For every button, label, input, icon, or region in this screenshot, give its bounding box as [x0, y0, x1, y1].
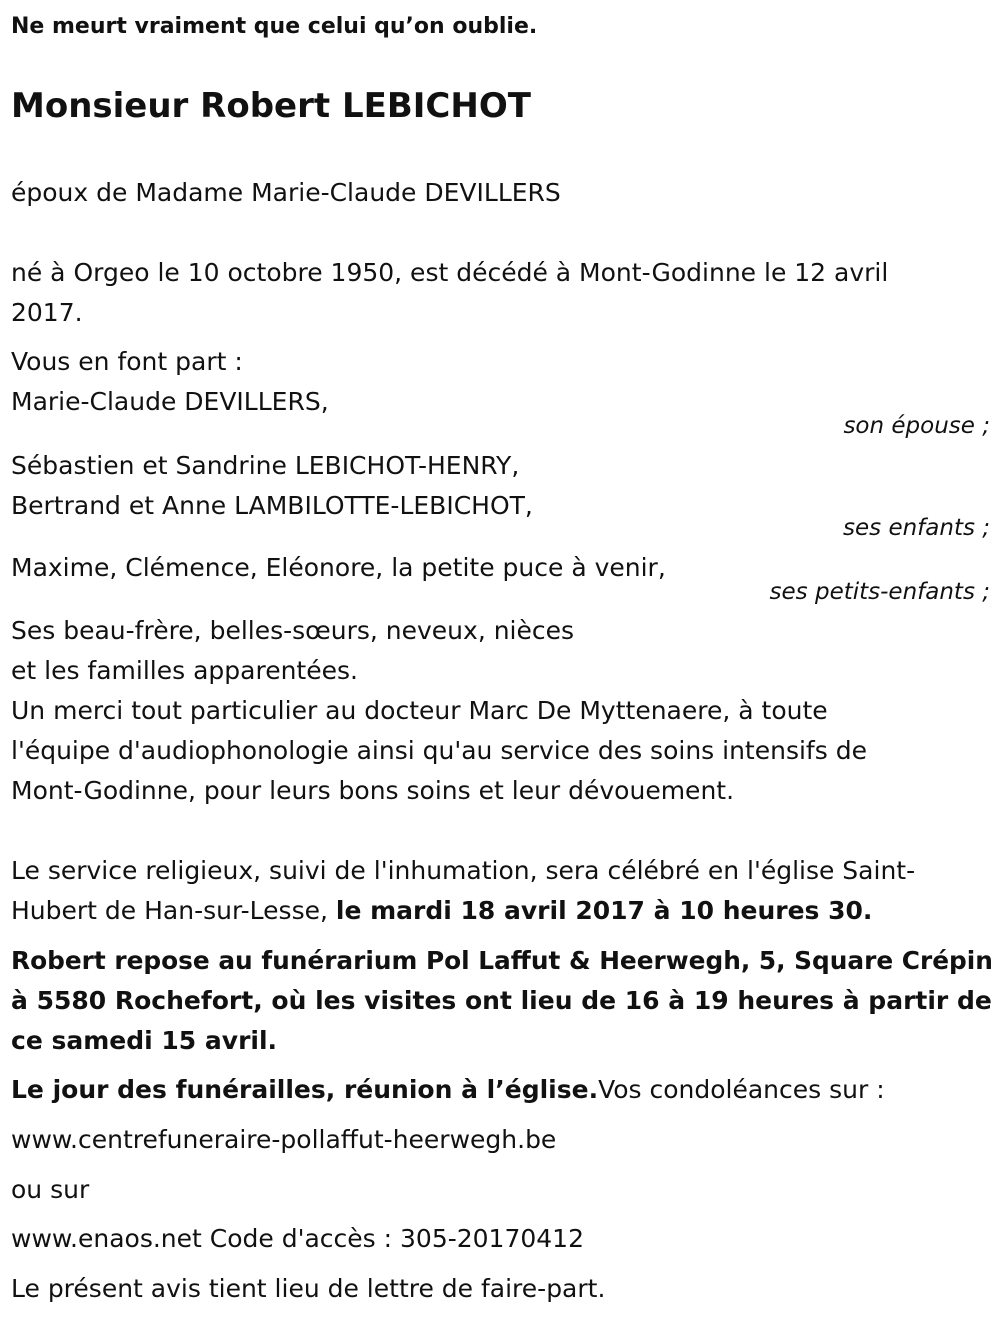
announce-intro: Vous en font part : — [11, 347, 243, 376]
child-line-2: Bertrand et Anne LAMBILOTTE-LEBICHOT, — [11, 491, 533, 520]
funeral-line — [11, 1070, 885, 1110]
thanks-line-1: Un merci tout particulier au docteur Marc De Myttenaere, à toute — [11, 696, 828, 725]
spouse-name: Marie-Claude DEVILLERS, — [11, 387, 329, 416]
service-place: Hubert de Han-sur-Lesse, — [11, 896, 336, 925]
service-line-1: Le service religieux, suivi de l'inhumation, sera célébré en l'église Saint- — [11, 856, 916, 885]
or-on-label: ou sur — [11, 1175, 90, 1204]
rest-line-3: ce samedi 15 avril. — [11, 1026, 278, 1055]
rest-line-2: à 5580 Rochefort, où les visites ont lieu de 16 à 19 heures à partir de — [11, 986, 992, 1015]
footer-note: Le présent avis tient lieu de lettre de faire-part. — [11, 1274, 606, 1303]
funeral-meeting: Le jour des funérailles, réunion à l’église. — [11, 1075, 599, 1104]
website-link-1[interactable]: www.centrefuneraire-pollaffut-heerwegh.be — [11, 1125, 557, 1154]
child-line-1: Sébastien et Sandrine LEBICHOT-HENRY, — [11, 451, 520, 480]
birth-death-line-2: 2017. — [11, 298, 83, 327]
family-line-1: Ses beau-frère, belles-sœurs, neveux, nièces — [11, 616, 575, 645]
website-link-2[interactable]: www.enaos.net Code d'accès : 305-20170412 — [11, 1224, 584, 1253]
condolences-label: Vos condoléances sur : — [598, 1075, 885, 1104]
spouse-line: époux de Madame Marie-Claude DEVILLERS — [11, 178, 561, 207]
deceased-name: Monsieur Robert LEBICHOT — [11, 86, 531, 126]
spouse-role: son épouse ; — [843, 413, 990, 439]
grandchildren-role: ses petits-enfants ; — [769, 579, 990, 605]
rest-line-1: Robert repose au funérarium Pol Laffut & Heerwegh, 5, Square Crépin — [11, 946, 993, 975]
birth-death-line-1: né à Orgeo le 10 octobre 1950, est décédé à Mont-Godinne le 12 avril — [11, 258, 889, 287]
motto: Ne meurt vraiment que celui qu’on oublie. — [11, 14, 538, 39]
thanks-line-2: l'équipe d'audiophonologie ainsi qu'au service des soins intensifs de — [11, 736, 867, 765]
thanks-line-3: Mont-Godinne, pour leurs bons soins et leur dévouement. — [11, 776, 735, 805]
grandchildren-line: Maxime, Clémence, Eléonore, la petite puce à venir, — [11, 553, 666, 582]
family-line-2: et les familles apparentées. — [11, 656, 358, 685]
children-role: ses enfants ; — [843, 515, 990, 541]
service-line-2 — [11, 891, 872, 931]
service-datetime: le mardi 18 avril 2017 à 10 heures 30. — [335, 896, 873, 925]
